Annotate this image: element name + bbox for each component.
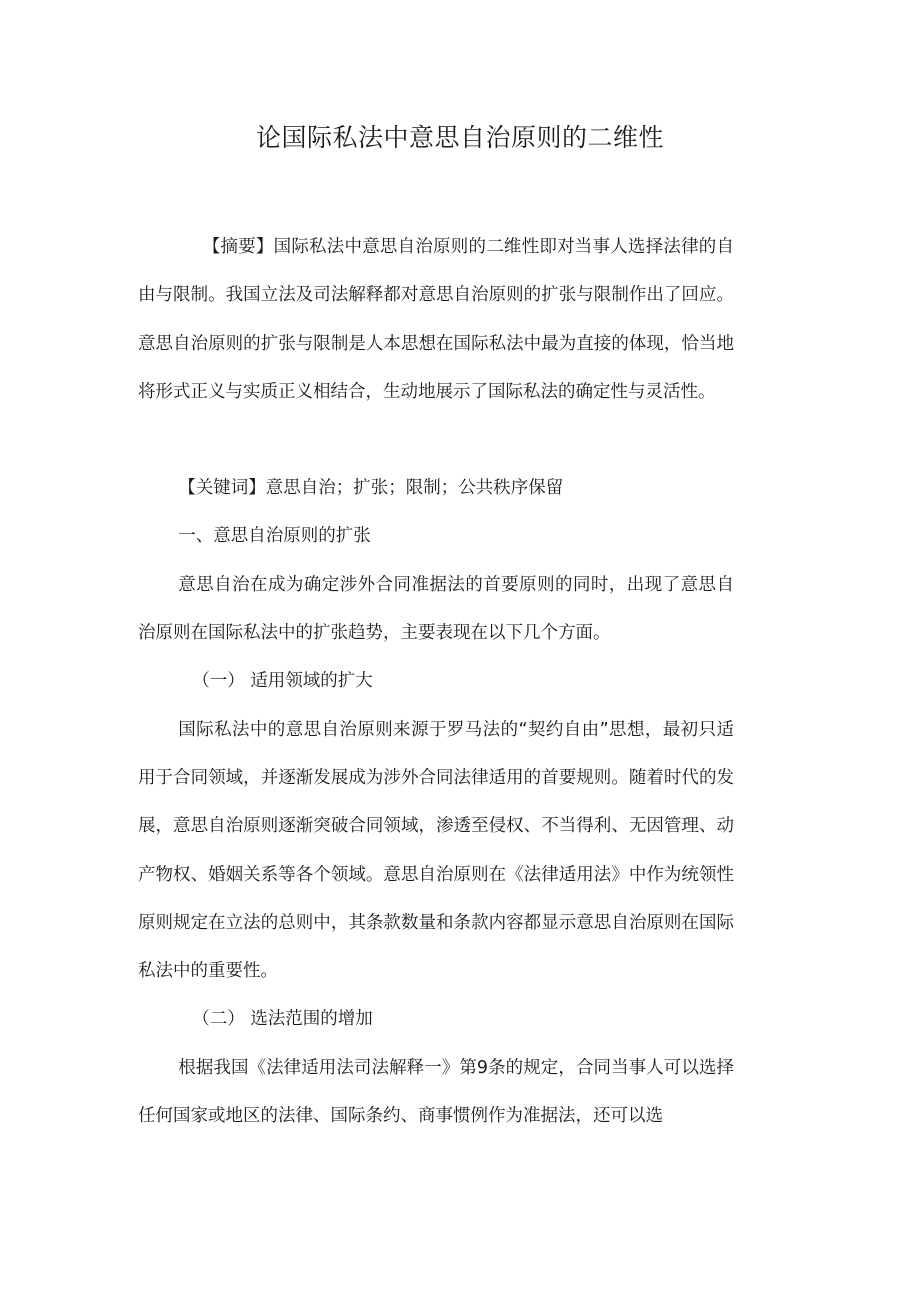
section-intro-paragraph: 意思自治在成为确定涉外合同准据法的首要原则的同时，出现了意思自治原则在国际私法中的扩张趋势，主要表现在以下几个方面。 (138, 574, 734, 644)
document-body (138, 223, 734, 1140)
abstract-text: 国际私法中意思自治原则的二维性即对当事人选择法律的自由与限制。我国立法及司法解释都对意思自治原则的扩张与限制作出了回应。意思自治原则的扩张与限制是人本思想在国际私法中最为直接的体现，恰当地将形式正义与实质正义相结合，生动地展示了国际私法的确定性与灵活性。 (138, 237, 735, 402)
subsection-paragraph-1: 国际私法中的意思自治原则来源于罗马法的“契约自由”思想，最初只适用于合同领域，并逐渐发展成为涉外合同法律适用的首要规则。随着时代的发展，意思自治原则逐渐突破合同领域，渗透至侵权、不当得利、无因管理、动产物权、婚姻关系等各个领域。意思自治原则在《法律适用法》中作为统领性原则规定在立法的总则中，其条款数量和条款内容都显示意思自治原则在国际私法中的重要性。 (138, 719, 734, 982)
keywords-text: 意思自治；扩张；限制；公共秩序保留 (265, 478, 564, 499)
section-heading: 一、意思自治原则的扩张 (178, 526, 371, 547)
abstract-label: 【摘要】 (202, 237, 274, 257)
subsection-heading-1: （一） 适用领域的扩大 (192, 671, 373, 692)
subsection-heading-2: （二） 选法范围的增加 (192, 1009, 373, 1030)
subsection-paragraph-2: 根据我国《法律适用法司法解释一》第9条的规定，合同当事人可以选择任何国家或地区的法律、国际条约、商事惯例作为准据法，还可以选 (138, 1057, 734, 1127)
keywords-paragraph (138, 464, 734, 512)
abstract-paragraph (138, 223, 734, 416)
keywords-label: 【关键词】 (178, 478, 266, 499)
document-title: 论国际私法中意思自治原则的二维性 (255, 123, 664, 152)
